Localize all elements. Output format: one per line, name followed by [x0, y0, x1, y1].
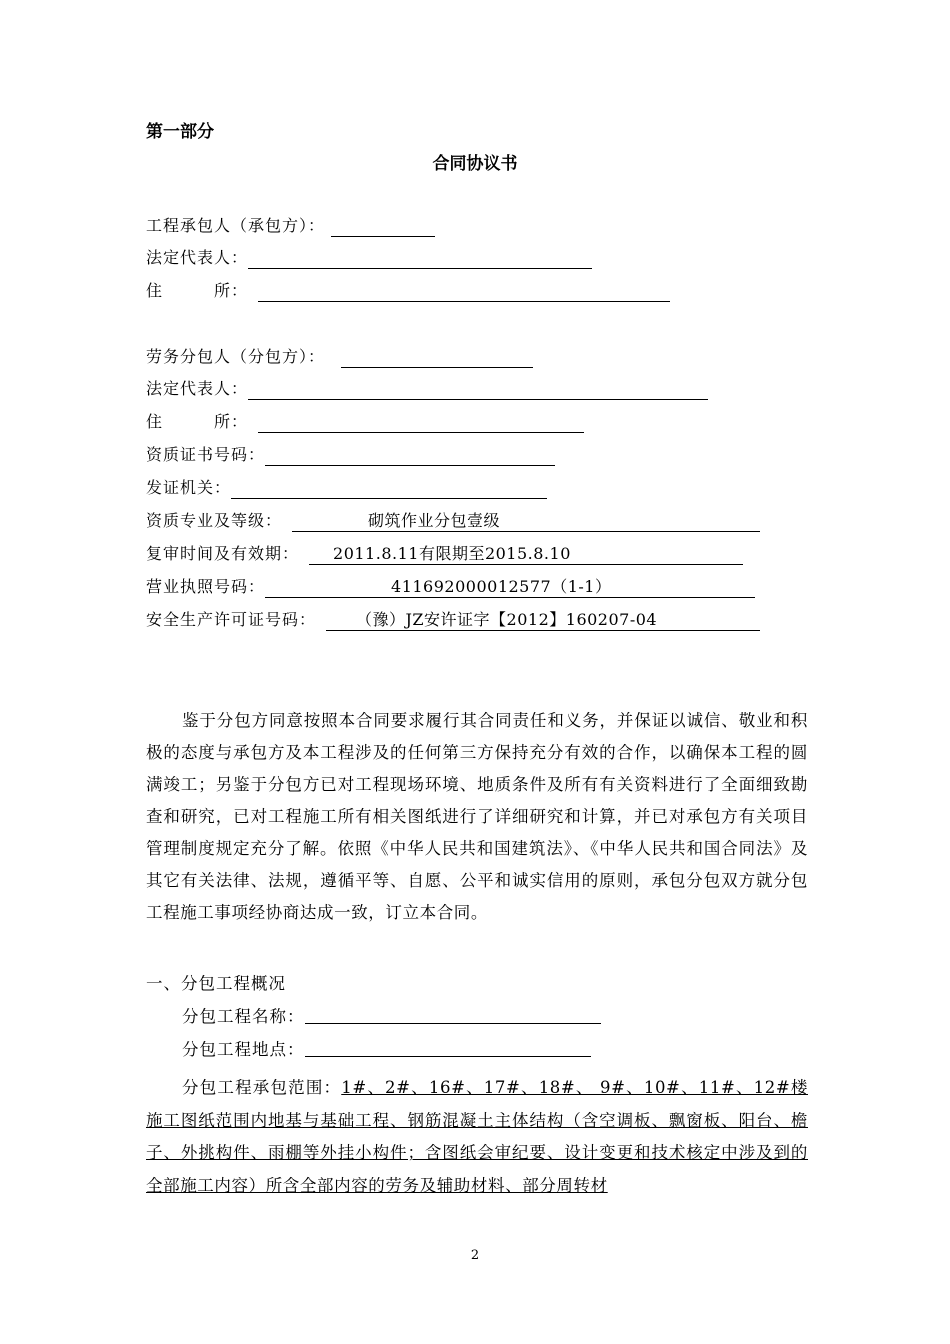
preamble-text: 鉴于分包方同意按照本合同要求履行其合同责任和义务，并保证以诚信、敬业和积极的态度与承包方及本工程涉及的任何第三方保持充分有效的合作，以确保本工程的圆满竣工；另鉴于分包方已对工程现场环境、地质条件及所有有关资料进行了全面细致勘查和研究，已对工程施工所有相关图纸进行了详细研究和计算，并已对承包方有关项目管理制度规定充分了解。依照《中华人民共和国建筑法》、《中华人民共和国合同法》及其它有关法律、法规，遵循平等、自愿、公平和诚实信用的原则，承包分包双方就分包工程施工事项经协商达成一致，订立本合同。: [146, 711, 808, 922]
review-field: [146, 542, 743, 566]
contractor-blank: [331, 214, 435, 237]
cert-number-label: 资质证书号码：: [146, 445, 266, 464]
sub-address-field: [146, 410, 584, 434]
qualification-value: [292, 509, 760, 532]
license-field: [146, 575, 755, 599]
sub-address-blank: [258, 410, 584, 433]
project-name-field: [182, 1003, 601, 1027]
subcontractor-field: [146, 345, 533, 369]
contractor-rep-label: 法定代表人：: [146, 248, 249, 267]
document-title: 合同协议书: [432, 154, 518, 174]
project-scope-value: 1#、2#、16#、17#、18#、 9#、10#、11#、12#楼施工图纸范围内地基与基础工程、钢筋混凝土主体结构（含空调板、飘窗板、阳台、檐子、外挑构件、雨棚等外挂小构件；含图纸会审纪要、设计变更和技术核定中涉及到的全部施工内容）所含全部内容的劳务及辅助材料、部分周转材: [146, 1078, 808, 1195]
contractor-address-field: [146, 279, 670, 303]
contractor-rep-blank: [248, 246, 592, 269]
license-value: [265, 575, 755, 598]
sub-rep-label: 法定代表人：: [146, 379, 249, 398]
project-name-blank: [305, 1003, 601, 1024]
safety-license-label: 安全生产许可证号码：: [146, 610, 317, 629]
license-text: 411692000012577（1-1）: [391, 577, 612, 596]
project-location-blank: [305, 1036, 591, 1057]
qualification-field: [146, 509, 760, 533]
project-location-label: 分包工程地点：: [182, 1040, 305, 1059]
preamble-paragraph: [146, 705, 808, 929]
subcontractor-blank: [341, 345, 533, 368]
section-1-heading: 一、分包工程概况: [146, 974, 286, 993]
sub-rep-blank: [248, 377, 708, 400]
sub-address-label: 住 所：: [146, 412, 249, 431]
project-name-label: 分包工程名称：: [182, 1007, 305, 1026]
contractor-address-blank: [258, 279, 670, 302]
safety-license-value: [326, 608, 760, 631]
page-number: 2: [470, 1248, 480, 1263]
contractor-label: 工程承包人（承包方）：: [146, 216, 326, 235]
issuer-blank: [231, 476, 547, 499]
contractor-field: [146, 214, 435, 238]
qualification-label: 资质专业及等级：: [146, 511, 283, 530]
contractor-rep-field: [146, 246, 592, 270]
safety-license-field: [146, 608, 760, 632]
review-value: [309, 542, 743, 565]
project-scope-paragraph: [146, 1072, 808, 1202]
cert-number-field: [146, 443, 555, 467]
safety-license-text: （豫）JZ安许证字【2012】160207-04: [356, 610, 658, 629]
subcontractor-label: 劳务分包人（分包方）：: [146, 347, 326, 366]
issuer-field: [146, 476, 547, 500]
cert-number-blank: [265, 443, 555, 466]
contractor-address-label: 住 所：: [146, 281, 249, 300]
part-heading: 第一部分: [146, 122, 214, 142]
qualification-text: 砌筑作业分包壹级: [368, 511, 501, 530]
review-text: 2011.8.11有限期至2015.8.10: [333, 544, 571, 563]
project-scope-label: 分包工程承包范围：: [182, 1078, 342, 1097]
project-location-field: [182, 1036, 591, 1060]
review-label: 复审时间及有效期：: [146, 544, 300, 563]
sub-rep-field: [146, 377, 708, 401]
issuer-label: 发证机关：: [146, 478, 232, 497]
license-label: 营业执照号码：: [146, 577, 266, 596]
